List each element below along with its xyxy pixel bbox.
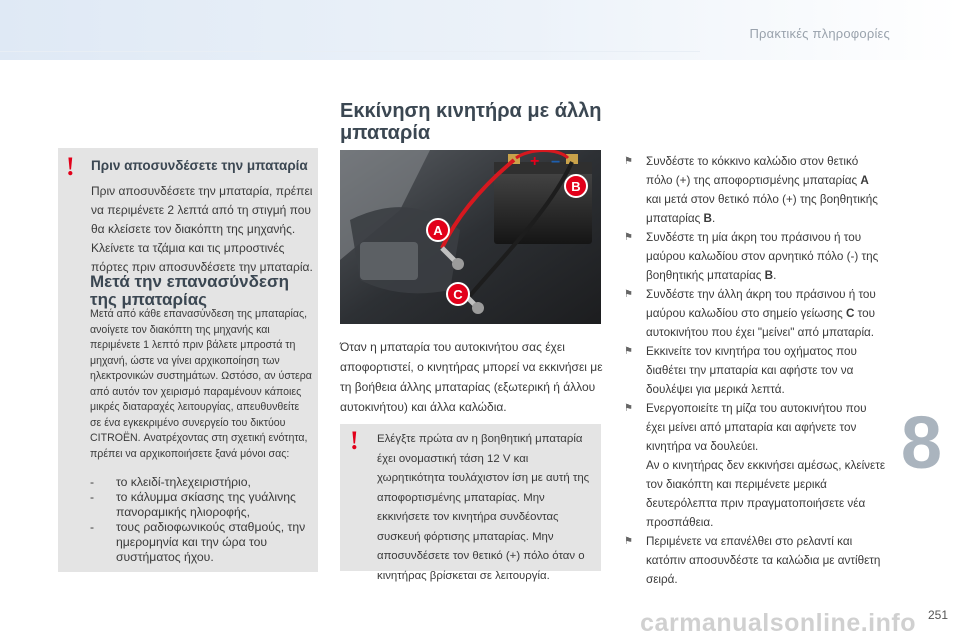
label-c: C	[453, 287, 463, 302]
step-item: ⚑ Ενεργοποιείτε τη μίζα του αυτοκινήτου που έχει μείνει από μπαταρία και αφήνετε τον κινητήρα να δουλεύει. Αν ο κινητήρας δεν εκκινήσει αμέσως, κλείνετε τον διακόπτη και περιμένετε μερικά δευτερόλεπτα πριν πραγματοποιήσετε νέα προσπάθεια.	[624, 399, 886, 532]
list-item: - το κάλυμμα σκίασης της γυάλινης πανοραμικής ηλιοροφής,	[90, 490, 315, 520]
reconnect-heading: Μετά την επανασύνδεση της μπαταρίας	[90, 272, 290, 309]
label-a: A	[433, 223, 443, 238]
step-item: ⚑ Περιμένετε να επανέλθει στο ρελαντί και κατόπιν αποσυνδέστε τα καλώδια με αντίθετη σειρά.	[624, 532, 886, 589]
jump-start-photo	[340, 150, 601, 324]
page-title: Εκκίνηση κινητήρα με άλλη μπαταρία	[340, 100, 602, 144]
page-number: 251	[927, 608, 948, 622]
list-item: - το κλειδί-τηλεχειριστήριο,	[90, 475, 315, 490]
battery-disconnect-panel	[58, 148, 318, 572]
panel-paragraph: Πριν αποσυνδέσετε την μπαταρία, πρέπει να περιμένετε 2 λεπτά από τη στιγμή που θα κλείσετε τον διακόπτη της μηχανής. Κλείνετε τα τζάμια και τις μπροστινές πόρτες πριν αποσυνδέσετε την μπαταρία.	[91, 184, 313, 274]
step-item: ⚑ Εκκινείτε τον κινητήρα του οχήματος που διαθέτει την μπαταρία και αφήστε τον να δουλέψει για μερικά λεπτά.	[624, 342, 886, 399]
panel-title: Πριν αποσυνδέσετε την μπαταρία	[91, 158, 308, 173]
voltage-note-box	[340, 424, 601, 582]
step-bullet-icon: ⚑	[624, 346, 633, 357]
step-item: ⚑ Συνδέστε το κόκκινο καλώδιο στον θετικό πόλο (+) της αποφορτισμένης μπαταρίας A και μετά στον θετικό πόλο (+) της βοηθητικής μπαταρίας B.	[624, 152, 886, 228]
section-title: Πρακτικές πληροφορίες	[749, 26, 890, 41]
step-bullet-icon: ⚑	[624, 403, 633, 414]
step-bullet-icon: ⚑	[624, 289, 633, 300]
step-bullet-icon: ⚑	[624, 156, 633, 167]
step-bullet-icon: ⚑	[624, 536, 633, 547]
step-item: ⚑ Συνδέστε τη μία άκρη του πράσινου ή του μαύρου καλωδίου στον αρνητικό πόλο (-) της βοηθητικής μπαταρίας B.	[624, 228, 886, 285]
jump-start-steps	[624, 152, 886, 589]
svg-text:−: −	[551, 154, 561, 171]
list-item: - τους ραδιοφωνικούς σταθμούς, την ημερομηνία και την ώρα του συστήματος ήχου.	[90, 520, 315, 565]
svg-text:+: +	[530, 153, 540, 170]
chapter-number: 8	[900, 401, 942, 484]
reconnect-body: Μετά από κάθε επανασύνδεση της μπαταρίας, ανοίγετε τον διακόπτη της μηχανής και περιμένετε 1 λεπτό πριν βάλετε μπροστά τη μηχανή, ώστε να γίνει αρχικοποίηση των ηλεκτρονικών συστημάτων. Ωστόσο, αν ύστερα από αυτόν τον χειρισμό παραμένουν κάποιες μικρές διαταραχές λειτουργίας, απευθυνθείτε σε ένα εγκεκριμένο συνεργείο του δικτύου CITROËN. Ανατρέχοντας στη σχετική ενότητα, πρέπει να αρχικοποιήσετε ξανά μόνοι σας:	[90, 308, 312, 460]
label-b: B	[571, 179, 581, 194]
watermark: carmanualsonline.info	[640, 609, 916, 637]
step-bullet-icon: ⚑	[624, 232, 633, 243]
engine-bay-illustration	[340, 150, 601, 324]
voltage-note: Ελέγξτε πρώτα αν η βοηθητική μπαταρία έχει ονομαστική τάση 12 V και χωρητικότητα τουλάχιστον ίση με αυτή της αποφορτισμένης μπαταρίας. Μην εκκινήσετε τον κινητήρα συνδέοντας συσκευή φόρτισης μπαταρίας. Μην αποσυνδέσετε τον θετικό (+) πόλο όταν ο κινητήρας βρίσκεται σε λειτουργία.	[377, 433, 590, 582]
warning-icon: !	[66, 152, 75, 181]
step-item: ⚑ Συνδέστε την άλλη άκρη του πράσινου ή του μαύρου καλωδίου στο σημείο γείωσης C του αυτοκινήτου που έχει "μείνει" από μπαταρία.	[624, 285, 886, 342]
warning-icon: !	[350, 426, 359, 455]
photo-caption: Όταν η μπαταρία του αυτοκινήτου σας έχει αποφορτιστεί, ο κινητήρας μπορεί να εκκινήσει με τη βοήθεια άλλης μπαταρίας (εξωτερική ή άλλου αυτοκινήτου) και άλλα καλώδια.	[340, 340, 603, 414]
reinit-list	[90, 475, 315, 565]
